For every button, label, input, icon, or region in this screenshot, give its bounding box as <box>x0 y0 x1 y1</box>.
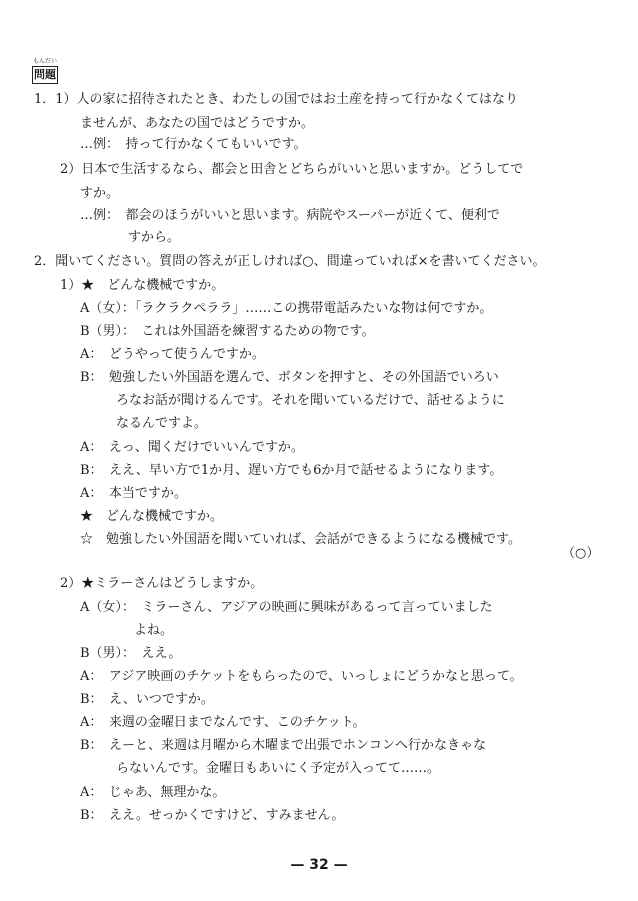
q2-2-question: 2）★ミラーさんはどうしますか。 <box>60 576 264 591</box>
dialogue-line: B（男）： これは外国語を練習するための物です。 <box>80 324 375 339</box>
dialogue-line: B： ええ、早い方で1か月、遅い方でも6か月で話せるようになります。 <box>80 463 503 478</box>
q1-1-example: …例： 持って行かなくてもいいです。 <box>80 137 307 152</box>
q2-1-statement: ☆ 勉強したい外国語を聞いていれば、会話ができるようになる機械です。 <box>80 532 521 547</box>
dialogue-line-continued: ろなお話が聞けるんです。それを聞いているだけで、話せるように <box>116 393 505 408</box>
dialogue-line-continued: よね。 <box>134 623 174 638</box>
dialogue-line: A： どうやって使うんですか。 <box>80 347 265 362</box>
dialogue-line: A： じゃあ、無理かな。 <box>80 785 226 800</box>
dialogue-line: A（女）： ミラーさん、アジアの映画に興味があるって言っていました <box>80 600 493 615</box>
q2-instruction: 2．聞いてください。質問の答えが正しければ○、間違っていれば×を書いてください。 <box>34 254 546 269</box>
dialogue-line: B： ええ。せっかくですけど、すみません。 <box>80 808 345 823</box>
q1-2-example-line1: …例： 都会のほうがいいと思います。病院やスーパーが近くて、便利で <box>80 208 500 223</box>
q2-1-question-repeat: ★ どんな機械ですか。 <box>80 509 224 524</box>
section-label <box>32 58 58 84</box>
page-number: — 32 — <box>290 857 348 873</box>
dialogue-line: B（男）： ええ。 <box>80 646 182 661</box>
q1-1-question-line1: 1．1）人の家に招待されたとき、わたしの国ではお土産を持って行かなくてはなり <box>34 92 519 107</box>
q1-2-example-line2: すから。 <box>128 230 181 245</box>
section-label-box: 問題 <box>32 66 58 84</box>
dialogue-line: B： え、いつですか。 <box>80 692 214 707</box>
dialogue-line: A： 本当ですか。 <box>80 486 187 501</box>
q2-1-question: 1）★ どんな機械ですか。 <box>60 278 225 293</box>
dialogue-line-continued: らないんです。金曜日もあいにく予定が入ってて……。 <box>116 761 440 776</box>
dialogue-line: A（女）：「ラクラクペララ」……この携帯電話みたいな物は何ですか。 <box>80 301 493 316</box>
dialogue-line: A： 来週の金曜日までなんです、このチケット。 <box>80 715 366 730</box>
q1-2-question-line2: すか。 <box>80 186 120 201</box>
q1-1-question-line2: ませんが、あなたの国ではどうですか。 <box>80 116 315 131</box>
dialogue-line: A： アジア映画のチケットをもらったので、いっしょにどうかなと思って。 <box>80 669 523 684</box>
dialogue-line-continued: なるんですよ。 <box>116 416 208 431</box>
dialogue-line: B： 勉強したい外国語を選んで、ボタンを押すと、その外国語でいろい <box>80 370 499 385</box>
q2-1-answer: （○） <box>562 546 600 561</box>
section-label-ruby: もんだい <box>32 58 57 65</box>
dialogue-line: B： えーと、来週は月曜から木曜まで出張でホンコンへ行かなきゃな <box>80 738 487 753</box>
dialogue-line: A： えっ、聞くだけでいいんですか。 <box>80 440 304 455</box>
q1-2-question-line1: 2）日本で生活するなら、都会と田舎とどちらがいいと思いますか。どうしてで <box>60 162 524 177</box>
